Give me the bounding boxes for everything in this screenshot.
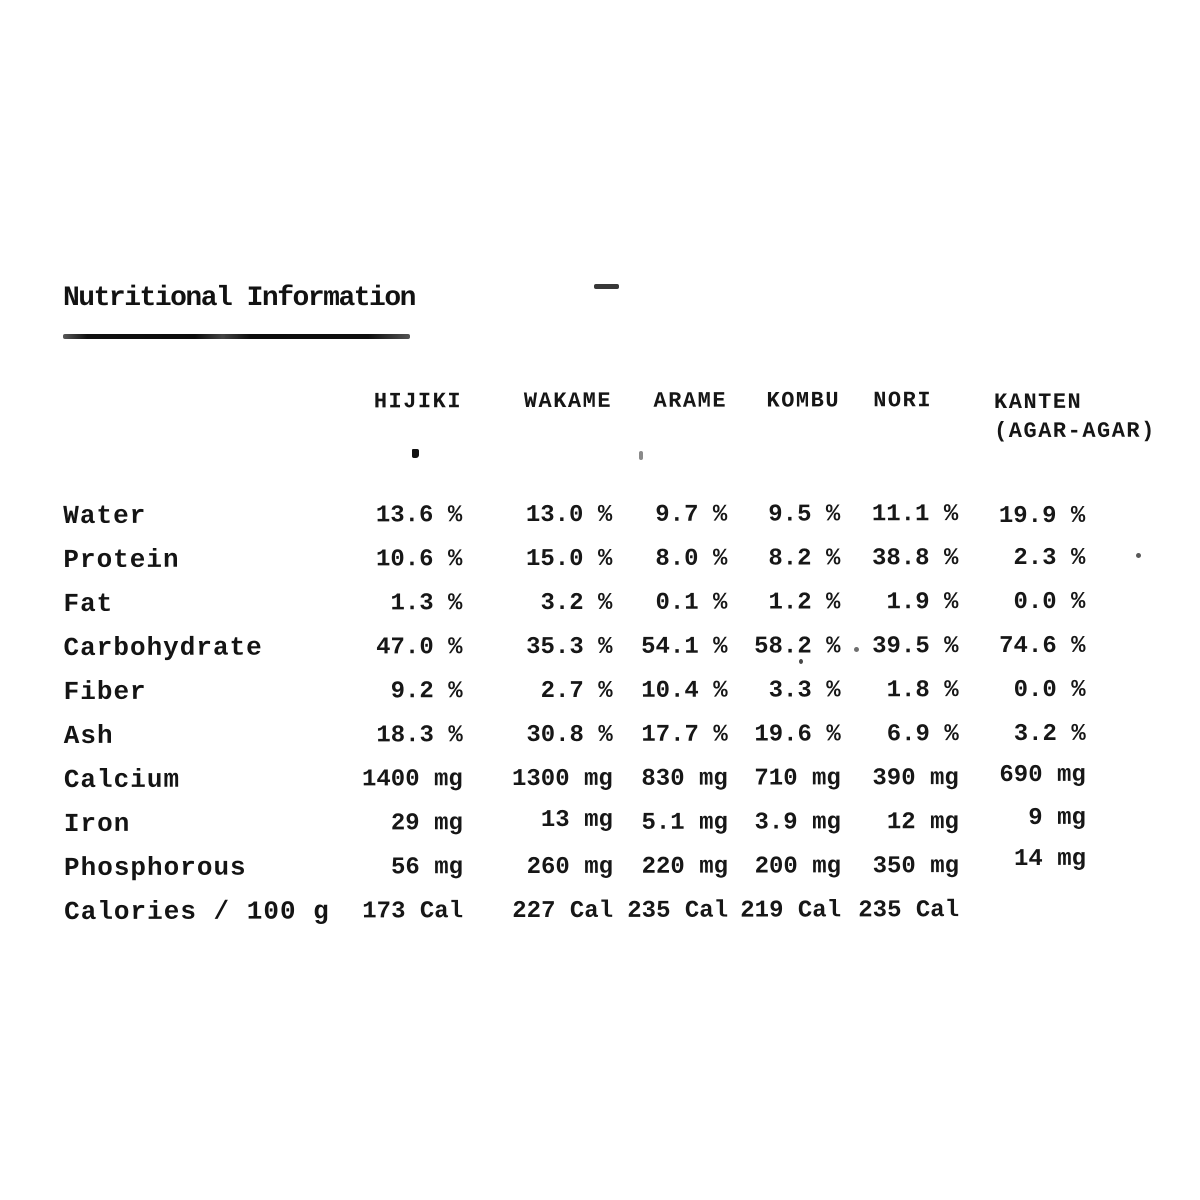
column-header-wakame: WAKAME bbox=[523, 388, 613, 415]
table-row bbox=[64, 668, 1086, 714]
cell-value: 9 mg bbox=[1028, 804, 1086, 832]
row-label: Protein bbox=[63, 544, 180, 575]
cell-value: 13.6 % bbox=[375, 501, 463, 529]
cell-value: 5.1 mg bbox=[641, 809, 728, 837]
row-label: Calcium bbox=[63, 764, 181, 795]
title-underline bbox=[63, 334, 410, 339]
cell-value: 47.0 % bbox=[376, 633, 463, 661]
table-row bbox=[64, 712, 1086, 758]
scan-artifact-dot bbox=[1136, 553, 1141, 558]
cell-value: 260 mg bbox=[526, 853, 614, 881]
cell-value: 13 mg bbox=[540, 806, 613, 834]
table-body bbox=[63, 492, 1086, 934]
cell-value: 3.2 % bbox=[1013, 720, 1086, 748]
cell-value: 15.0 % bbox=[525, 545, 613, 573]
cell-value: 173 Cal bbox=[362, 897, 464, 925]
cell-value: 11.1 % bbox=[871, 500, 959, 528]
cell-value bbox=[959, 888, 1086, 932]
row-label: Phosphorous bbox=[63, 852, 247, 883]
row-label: Calories / 100 g bbox=[64, 896, 330, 927]
cell-value: 13.0 % bbox=[525, 501, 613, 529]
cell-value: 17.7 % bbox=[641, 721, 728, 749]
cell-value: 830 mg bbox=[641, 765, 728, 793]
column-header-nori: NORI bbox=[873, 388, 933, 414]
cell-value: 54.1 % bbox=[641, 633, 728, 661]
cell-value: 9.5 % bbox=[768, 500, 841, 529]
cell-value: 0.0 % bbox=[1013, 676, 1086, 704]
cell-value: 56 mg bbox=[390, 853, 464, 881]
column-header-kanten-main: KANTEN bbox=[994, 389, 1083, 416]
scan-artifact-dash bbox=[594, 284, 619, 289]
cell-value: 30.8 % bbox=[526, 721, 613, 749]
table-row bbox=[64, 800, 1086, 846]
table-row bbox=[63, 492, 1085, 538]
column-header-kanten bbox=[958, 388, 1156, 492]
cell-value: 6.9 % bbox=[886, 720, 959, 748]
cell-value: 10.4 % bbox=[641, 677, 728, 705]
cell-value: 38.8 % bbox=[871, 544, 959, 572]
cell-value: 390 mg bbox=[872, 764, 959, 792]
cell-value: 200 mg bbox=[754, 852, 842, 881]
cell-value: 219 Cal bbox=[740, 896, 842, 925]
cell-value: 1.2 % bbox=[768, 588, 841, 617]
column-header-kombu: KOMBU bbox=[766, 388, 841, 414]
cell-value: 8.0 % bbox=[655, 545, 728, 573]
cell-value: 235 Cal bbox=[627, 897, 729, 925]
cell-value: 58.2 % bbox=[754, 632, 841, 661]
row-label: Water bbox=[63, 500, 147, 531]
cell-value: 12 mg bbox=[886, 808, 959, 836]
cell-value: 74.6 % bbox=[999, 632, 1086, 660]
cell-value: 10.6 % bbox=[375, 545, 463, 573]
cell-value: 1400 mg bbox=[361, 765, 463, 793]
cell-value: 3.2 % bbox=[540, 589, 613, 617]
cell-value: 14 mg bbox=[1013, 845, 1087, 873]
page-title: Nutritional Information bbox=[63, 283, 415, 314]
cell-value: 3.9 mg bbox=[754, 808, 841, 837]
cell-value: 3.3 % bbox=[768, 676, 841, 705]
cell-value: 9.2 % bbox=[390, 677, 463, 705]
column-header-hijiki: HIJIKI bbox=[373, 389, 463, 415]
cell-value: 235 Cal bbox=[858, 896, 960, 924]
cell-value: 39.5 % bbox=[872, 632, 959, 660]
cell-value: 19.6 % bbox=[754, 720, 841, 749]
row-label: Fiber bbox=[63, 676, 147, 707]
cell-value: 1.3 % bbox=[390, 589, 463, 617]
cell-value: 0.0 % bbox=[1013, 588, 1086, 616]
cell-value: 220 mg bbox=[641, 853, 729, 881]
column-header-kanten-sub: (AGAR-AGAR) bbox=[994, 418, 1156, 445]
cell-value: 19.9 % bbox=[998, 502, 1086, 530]
header-corner-cell bbox=[63, 389, 350, 494]
nutrition-table bbox=[63, 388, 1156, 934]
cell-value: 350 mg bbox=[872, 852, 960, 880]
cell-value: 35.3 % bbox=[526, 633, 613, 661]
row-label: Carbohydrate bbox=[63, 632, 263, 663]
table-row bbox=[63, 580, 1085, 626]
cell-value: 8.2 % bbox=[768, 544, 841, 573]
table-row bbox=[64, 844, 1086, 890]
cell-value: 2.3 % bbox=[1013, 544, 1086, 572]
table-row bbox=[63, 536, 1085, 582]
row-label: Iron bbox=[63, 808, 131, 839]
row-label: Ash bbox=[63, 720, 114, 751]
column-header-arame: ARAME bbox=[653, 388, 728, 414]
cell-value: 0.1 % bbox=[655, 589, 728, 617]
cell-value: 9.7 % bbox=[655, 501, 728, 529]
cell-value: 227 Cal bbox=[512, 897, 614, 925]
cell-value: 710 mg bbox=[754, 764, 841, 793]
cell-value: 690 mg bbox=[999, 761, 1086, 789]
cell-value: 1.9 % bbox=[886, 588, 959, 616]
table-row bbox=[63, 624, 1085, 670]
table-row bbox=[64, 756, 1086, 802]
cell-value: 1.8 % bbox=[886, 676, 959, 704]
cell-value: 1300 mg bbox=[511, 765, 613, 793]
table-row bbox=[64, 888, 1086, 934]
cell-value: 29 mg bbox=[390, 809, 463, 837]
row-label: Fat bbox=[63, 588, 114, 619]
cell-value: 2.7 % bbox=[540, 677, 613, 705]
header-row bbox=[63, 388, 1085, 494]
cell-value: 18.3 % bbox=[376, 721, 463, 749]
